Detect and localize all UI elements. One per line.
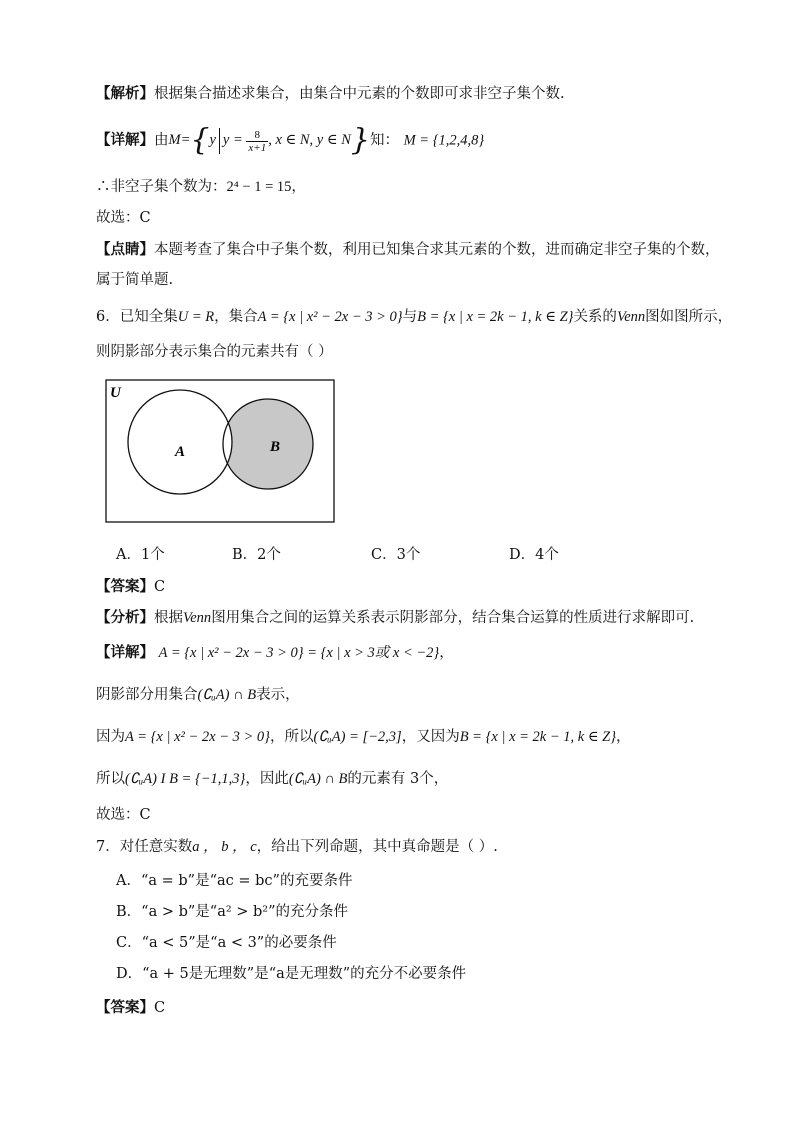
q7-option-c[interactable]: C．“a < 5”是“a < 3”的必要条件 (116, 935, 337, 951)
q6-detail-line (96, 643, 454, 663)
q6-B-set: B = {x | x = 2k − 1, k ∈ Z} (417, 309, 574, 325)
comment-tag: 【点睛】 (96, 242, 154, 258)
analysis-tag: 【解析】 (96, 86, 154, 102)
q6-so-a: 所以 (96, 771, 125, 787)
comment-line-2: 属于简单题. (96, 272, 174, 288)
q6-answer: C (154, 579, 166, 595)
q6-because-line (96, 727, 631, 747)
q6-detail-tag: 【详解】 (96, 645, 154, 661)
q7-answer: C (154, 1000, 166, 1016)
q6-option-d[interactable]: D．4个 (509, 547, 559, 563)
q6-U-eq: U = R (177, 309, 215, 325)
q6-analysis-b: 图用集合之间的运算关系表示阴影部分，结合集合运算的性质进行求解即可. (211, 610, 695, 626)
q6-so-expr2: (∁ᵤA) ∩ B (288, 771, 348, 787)
nonempty-label: ∴非空子集个数为： (96, 179, 227, 195)
q6-A-set: A = {x | x² − 2x − 3 > 0} (257, 309, 403, 325)
venn-diagram (104, 378, 338, 526)
q6-stem-a: 6．已知全集 (96, 309, 178, 325)
comment-text: 本题考查了集合中子集个数，利用已知集合求其元素的个数，进而确定非空子集的个数， (154, 242, 720, 258)
q7-option-b[interactable]: B．“a > b”是“a² > b²”的充分条件 (116, 904, 349, 920)
q6-option-c[interactable]: C．3个 (371, 547, 421, 563)
detail-tag: 【详解】 (96, 132, 154, 149)
nonempty-line (96, 177, 306, 197)
detail-post: 知： (369, 132, 399, 149)
q6-analysis-a: 根据 (154, 610, 183, 626)
detail-line-5 (96, 123, 485, 158)
choose-line-5: 故选：C (96, 210, 151, 226)
q6-because-b: ，所以 (269, 729, 314, 745)
q6-answer-tag: 【答案】 (96, 579, 154, 595)
q6-because-c: ，又因为 (401, 729, 460, 745)
q6-so-b: ，因此 (245, 771, 289, 787)
q6-shadow-expr: (∁ᵤA) ∩ B (197, 687, 257, 703)
q6-shadow-b: 表示， (256, 687, 300, 703)
q6-because-expr2: (∁ᵤA) = [−2,3] (313, 729, 402, 745)
comment-line (96, 240, 720, 260)
q6-analysis-tag: 【分析】 (96, 610, 154, 626)
q6-because-expr1: A = {x | x² − 2x − 3 > 0} (125, 729, 270, 745)
nonempty-end: ， (291, 179, 306, 195)
q7-option-d[interactable]: D．“a + 5是无理数”是“a是无理数”的充分不必要条件 (116, 966, 467, 982)
q6-venn: Venn (616, 309, 646, 325)
q6-because-d: ， (616, 729, 631, 745)
q6-choose-line: 故选：C (96, 807, 151, 823)
q6-stem-e: 图如图所示， (645, 309, 733, 325)
label-U: U (110, 385, 121, 401)
q7-answer-line (96, 998, 165, 1018)
label-A: A (175, 444, 186, 460)
nonempty-expr: 2⁴ − 1 = 15 (226, 179, 292, 195)
q7-option-a[interactable]: A．“a = b”是“ac = bc”的充要条件 (116, 873, 353, 889)
q6-stem-2: 则阴影部分表示集合的元素共有（ ） (96, 344, 333, 360)
q7-stem-a: 7．对任意实数 (96, 839, 193, 855)
analysis-line-5 (96, 84, 565, 104)
q7-stem-b: ，给出下列命题，其中真命题是（ ）. (256, 839, 498, 855)
q6-shadow-a: 阴影部分用集合 (96, 687, 198, 703)
q6-analysis-venn: Venn (183, 610, 212, 626)
q6-so-expr1: (∁ᵤA) I B = {−1,1,3} (125, 771, 246, 787)
q6-analysis-line (96, 608, 694, 628)
q6-because-a: 因为 (96, 729, 125, 745)
analysis-text: 根据集合描述求集合，由集合中元素的个数即可求非空子集个数. (154, 86, 565, 102)
q6-so-line (96, 769, 448, 789)
q6-option-a[interactable]: A．1个 (116, 547, 165, 563)
q7-vars: a ， b ， c (192, 839, 257, 855)
q6-shadow-line (96, 685, 300, 705)
q6-stem-b: ，集合 (214, 309, 258, 325)
detail-pre: 由 (154, 132, 169, 149)
label-B: B (270, 439, 281, 455)
q6-detail-end: ， (439, 645, 454, 661)
set-M-definition: M={y y = $\frac{8}{x+1}$ , x ∈ N, y ∈ N} (168, 123, 370, 158)
q6-stem-d: 关系的 (573, 309, 617, 325)
set-M-value: M = {1,2,4,8} (403, 132, 485, 149)
q6-because-expr3: B = {x | x = 2k − 1, k ∈ Z} (459, 729, 617, 745)
q6-detail-expr: A = {x | x² − 2x − 3 > 0} = {x | x > 3或 x < −2} (158, 645, 440, 661)
q6-so-c: 的元素有 3个， (347, 771, 449, 787)
q7-answer-tag: 【答案】 (96, 1000, 154, 1016)
q7-stem (96, 837, 498, 857)
q6-stem-c: 与 (402, 309, 418, 325)
q6-stem (96, 307, 732, 327)
q6-answer-line (96, 577, 165, 597)
q6-option-b[interactable]: B．2个 (232, 547, 281, 563)
